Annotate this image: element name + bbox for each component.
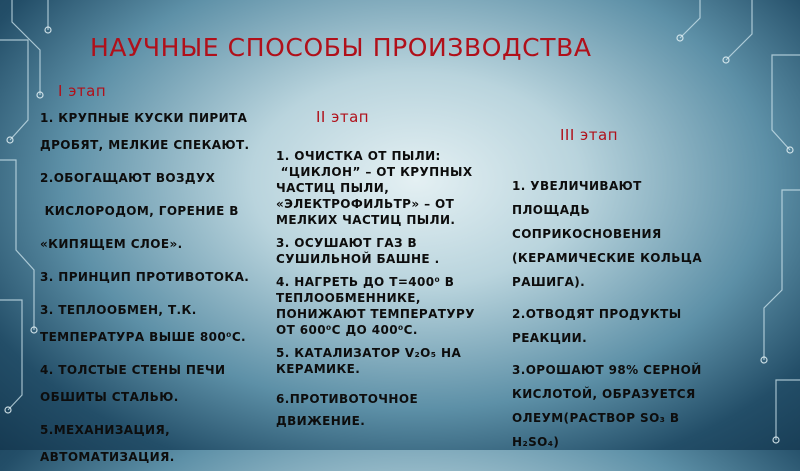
stage-1-line: 4. ТОЛСТЫЕ СТЕНЫ ПЕЧИ ОБШИТЫ СТАЛЬЮ.: [40, 363, 226, 404]
stage-3-line: 3.ОРОШАЮТ 98% СЕРНОЙ КИСЛОТОЙ, ОБРАЗУЕТСЯ ОЛЕУМ(РАСТВОР SO₃ В H₂SO₄): [512, 363, 702, 449]
stage-1-line: 5.МЕХАНИЗАЦИЯ, АВТОМАТИЗАЦИЯ.: [40, 423, 175, 464]
stage-1-line: 3. ПРИНЦИП ПРОТИВОТОКА.: [40, 270, 250, 284]
stage-2-line: “ЦИКЛОН” – ОТ КРУПНЫХ ЧАСТИЦ ПЫЛИ, «ЭЛЕКТРОФИЛЬТР» – ОТ МЕЛКИХ ЧАСТИЦ ПЫЛИ.: [276, 165, 478, 227]
stage-1-line: «КИПЯЩЕМ СЛОЕ».: [40, 237, 183, 251]
stage-1-line: 3. ТЕПЛООБМЕН, Т.К. ТЕМПЕРАТУРА ВЫШЕ 800⁰С.: [40, 303, 246, 344]
stage-1-heading: I этап: [58, 82, 107, 100]
stage-2-line: 5. КАТАЛИЗАТОР V₂O₅ НА КЕРАМИКЕ.: [276, 346, 462, 376]
stage-2-line: 4. НАГРЕТЬ ДО T=400⁰ В ТЕПЛООБМЕННИКЕ, ПОНИЖАЮТ ТЕМПЕРАТУРУ ОТ 600⁰С ДО 400⁰С.: [276, 275, 475, 337]
slide-title: НАУЧНЫЕ СПОСОБЫ ПРОИЗВОДСТВА: [90, 33, 592, 62]
stage-3-line: 2.ОТВОДЯТ ПРОДУКТЫ РЕАКЦИИ.: [512, 307, 682, 345]
stage-3-column: [512, 126, 722, 454]
stage-3-line: 1. УВЕЛИЧИВАЮТ ПЛОЩАДЬ СОПРИКОСНОВЕНИЯ (КЕРАМИЧЕСКИЕ КОЛЬЦА РАШИГА).: [512, 179, 703, 289]
stage-2-heading: II этап: [316, 108, 370, 126]
stage-2-line: 1. ОЧИСТКА ОТ ПЫЛИ:: [276, 149, 441, 163]
stage-2-line: 3. ОСУШАЮТ ГАЗ В СУШИЛЬНОЙ БАШНЕ .: [276, 236, 440, 266]
stage-2-line: 6.ПРОТИВОТОЧНОЕ ДВИЖЕНИЕ.: [276, 392, 419, 428]
stage-1-line: 1. КРУПНЫЕ КУСКИ ПИРИТА: [40, 111, 248, 125]
stage-2-column: [276, 108, 498, 439]
stage-3-heading: III этап: [560, 126, 619, 144]
stage-1-column: [40, 82, 265, 471]
stage-1-line: КИСЛОРОДОМ, ГОРЕНИЕ В: [40, 204, 239, 218]
stage-1-line: 2.ОБОГАЩАЮТ ВОЗДУХ: [40, 171, 216, 185]
stage-1-line: ДРОБЯТ, МЕЛКИЕ СПЕКАЮТ.: [40, 138, 250, 152]
